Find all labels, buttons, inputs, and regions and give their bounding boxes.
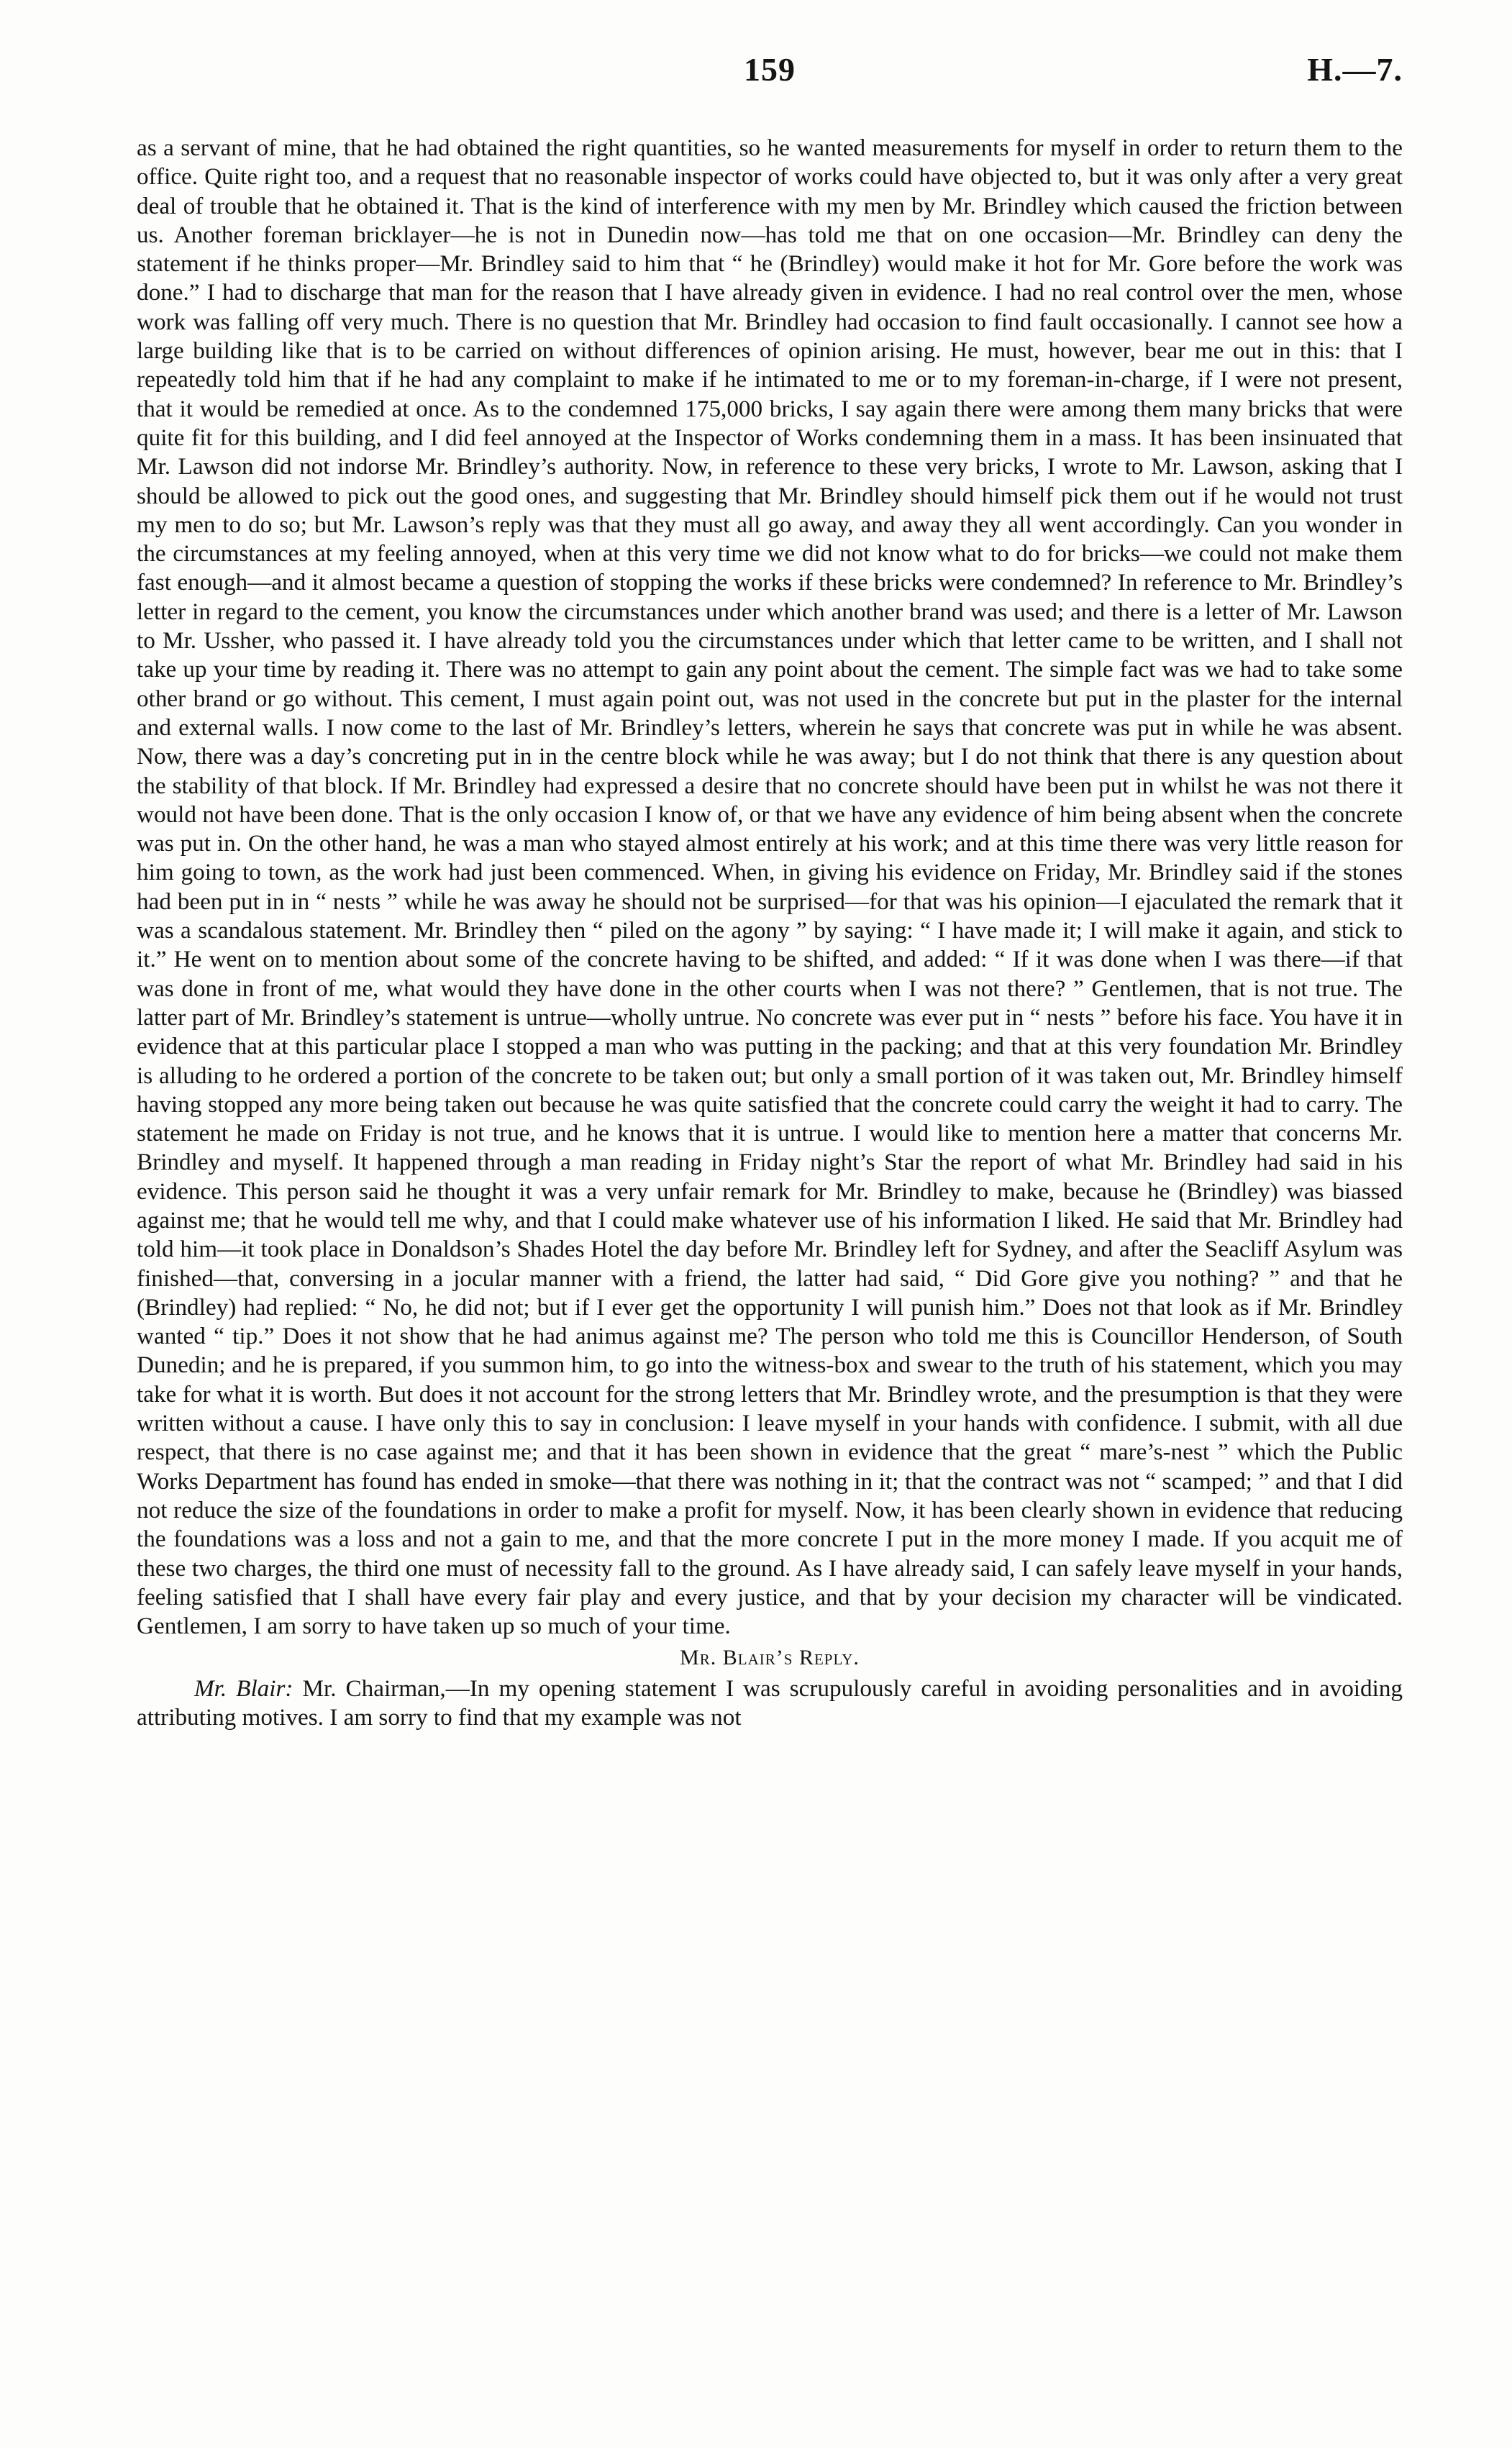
blair-reply-paragraph xyxy=(137,1674,1403,1733)
gore-statement-paragraph: as a servant of mine, that he had obtained the right quantities, so he wanted measurements for myself in order to return them to the office. Quite right too, and a request that no reasonable inspector of works could have objected to, but it was only after a very great deal of trouble that he obtained it. That is the kind of interference with my men by Mr. Brindley which caused the friction between us. Another foreman bricklayer—he is not in Dunedin now—has told me that on one occasion—Mr. Brindley can deny the statement if he thinks proper—Mr. Brindley said to him that “ he (Brindley) would make it hot for Mr. Gore before the work was done.” I had to discharge that man for the reason that I have already given in evidence. I had no real control over the men, whose work was falling off very much. There is no question that Mr. Brindley had occasion to find fault occasionally. I cannot see how a large building like that is to be carried on without differences of opinion arising. He must, however, bear me out in this: that I repeatedly told him that if he had any complaint to make if he intimated to me or to my foreman-in-charge, if I were not present, that it would be remedied at once. As to the condemned 175,000 bricks, I say again there were among them many bricks that were quite fit for this building, and I did feel annoyed at the Inspector of Works condemning them in a mass. It has been insinuated that Mr. Lawson did not indorse Mr. Brindley’s authority. Now, in reference to these very bricks, I wrote to Mr. Lawson, asking that I should be allowed to pick out the good ones, and suggesting that Mr. Brindley should himself pick them out if he would not trust my men to do so; but Mr. Lawson’s reply was that they must all go away, and away they all went accordingly. Can you wonder in the circumstances at my feeling annoyed, when at this very time we did not know what to do for bricks—we could not make them fast enough—and it almost became a question of stopping the works if these bricks were condemned? In reference to Mr. Brindley’s letter in regard to the cement, you know the circumstances under which another brand was used; and there is a letter of Mr. Lawson to Mr. Ussher, who passed it. I have already told you the circumstances under which that letter came to be written, and I shall not take up your time by reading it. There was no attempt to gain any point about the cement. The simple fact was we had to take some other brand or go without. This cement, I must again point out, was not used in the concrete but put in the plaster for the internal and external walls. I now come to the last of Mr. Brindley’s letters, wherein he says that concrete was put in while he was absent. Now, there was a day’s concreting put in in the centre block while he was away; but I do not think that there is any question about the stability of that block. If Mr. Brindley had expressed a desire that no concrete should have been put in whilst he was not there it would not have been done. That is the only occasion I know of, or that we have any evidence of him being absent when the concrete was put in. On the other hand, he was a man who stayed almost entirely at his work; and at this time there was very little reason for him going to town, as the work had just been commenced. When, in giving his evidence on Friday, Mr. Brindley said if the stones had been put in in “ nests ” while he was away he should not be surprised—for that was his opinion—I ejaculated the remark that it was a scandalous statement. Mr. Brindley then “ piled on the agony ” by saying: “ I have made it; I will make it again, and stick to it.” He went on to mention about some of the concrete having to be shifted, and added: “ If it was done when I was there—if that was done in front of me, what would they have done in the other courts when I was not there? ” Gentlemen, that is not true. The latter part of Mr. Brindley’s statement is untrue—wholly untrue. No concrete was ever put in “ nests ” before his face. You have it in evidence that at this particular place I stopped a man who was putting in the packing; and that at this very foundation Mr. Brindley is alluding to he ordered a portion of the concrete to be taken out; but only a small portion of it was taken out, Mr. Brindley himself having stopped any more being taken out because he was quite satisfied that the concrete could carry the weight it had to carry. The statement he made on Friday is not true, and he knows that it is untrue. I would like to mention here a matter that concerns Mr. Brindley and myself. It happened through a man reading in Friday night’s Star the report of what Mr. Brindley had said in his evidence. This person said he thought it was a very unfair remark for Mr. Brindley to make, because he (Brindley) was biassed against me; that he would tell me why, and that I could make whatever use of his information I liked. He said that Mr. Brindley had told him—it took place in Donaldson’s Shades Hotel the day before Mr. Brindley left for Sydney, and after the Seacliff Asylum was finished—that, conversing in a jocular manner with a friend, the latter had said, “ Did Gore give you nothing? ” and that he (Brindley) had replied: “ No, he did not; but if I ever get the opportunity I will punish him.” Does not that look as if Mr. Brindley wanted “ tip.” Does it not show that he had animus against me? The person who told me this is Councillor Henderson, of South Dunedin; and he is prepared, if you summon him, to go into the witness-box and swear to the truth of his statement, which you may take for what it is worth. But does it not account for the strong letters that Mr. Brindley wrote, and the presumption is that they were written without a cause. I have only this to say in conclusion: I leave myself in your hands with confidence. I submit, with all due respect, that there is no case against me; and that it has been shown in evidence that the great “ mare’s-nest ” which the Public Works Department has found has ended in smoke—that there was nothing in it; that the contract was not “ scamped; ” and that I did not reduce the size of the foundations in order to make a profit for myself. Now, it has been clearly shown in evidence that reducing the foundations was a loss and not a gain to me, and that the more concrete I put in the more money I made. If you acquit me of these two charges, the third one must of necessity fall to the ground. As I have already said, I can safely leave myself in your hands, feeling satisfied that I shall have every fair play and every justice, and that by your decision my character will be vindicated. Gentlemen, I am sorry to have taken up so much of your time. xyxy=(137,135,1403,1640)
section-heading: Mr. Blair’s Reply. xyxy=(680,1646,860,1670)
blair-reply-text: Mr. Chairman,—In my opening statement I was scrupulously careful in avoiding personalities and in avoiding attributing motives. I am sorry to find that my example was not xyxy=(137,1674,1403,1731)
document-reference: H.—7. xyxy=(1307,51,1403,88)
page-number: 159 xyxy=(744,51,796,88)
running-header xyxy=(137,50,1403,108)
body-text xyxy=(137,134,1403,1732)
speaker-name: Mr. Blair: xyxy=(194,1674,293,1702)
